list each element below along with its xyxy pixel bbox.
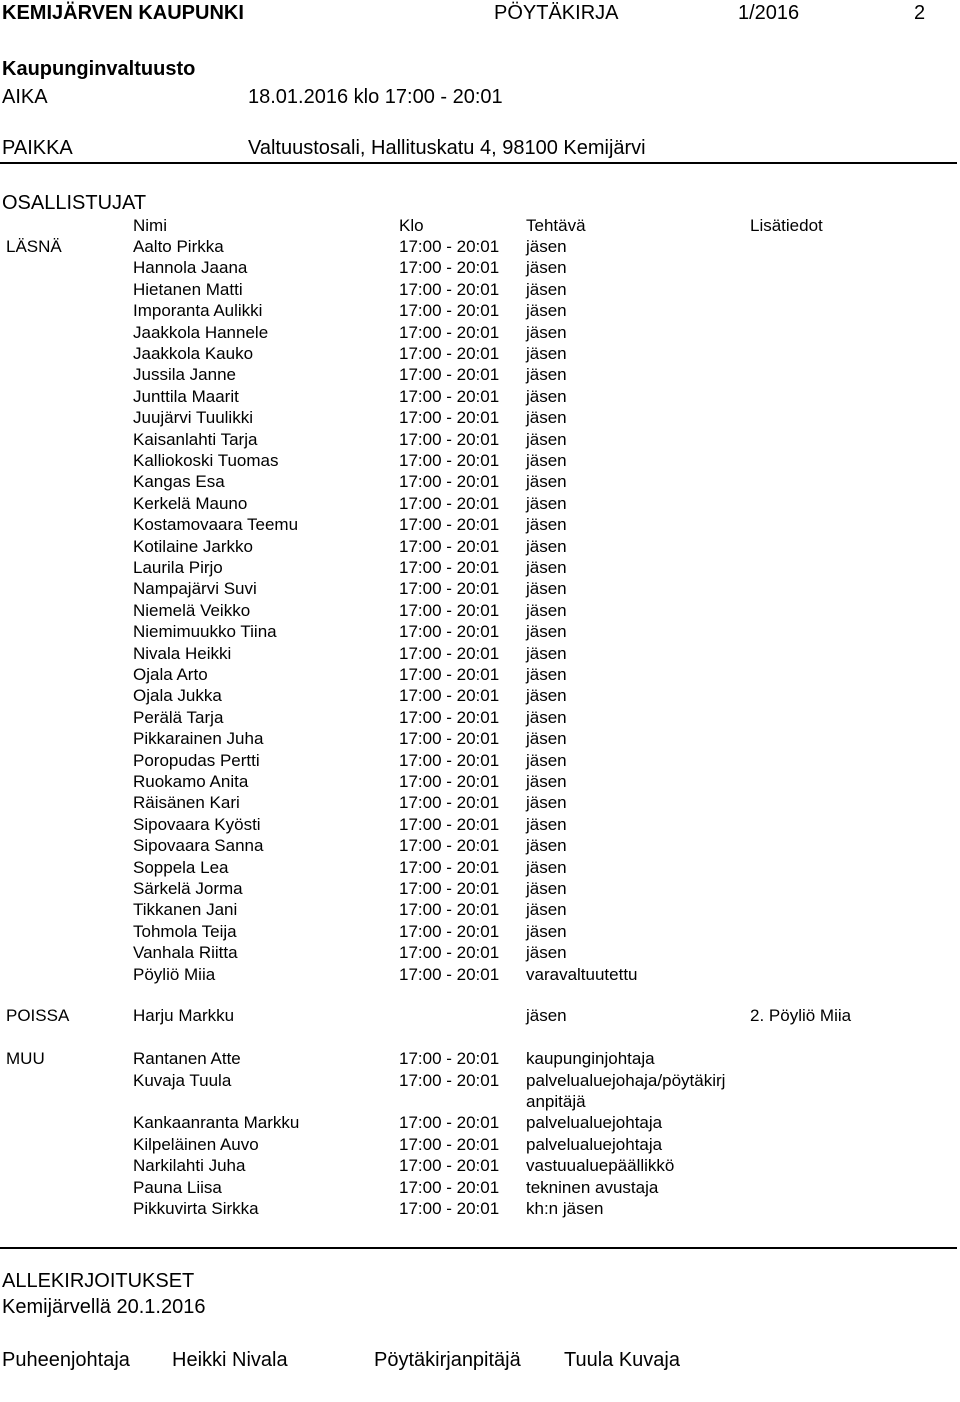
absent-info: 2. Pöyliö Miia	[750, 1006, 852, 1025]
participant-row	[0, 815, 960, 836]
participant-row	[0, 365, 960, 386]
participant-time: 17:00 - 20:01	[399, 921, 500, 941]
place-label: PAIKKA	[2, 137, 73, 159]
participant-role: jäsen	[526, 772, 567, 791]
participant-time: 17:00 - 20:01	[399, 472, 500, 492]
participant-row	[0, 387, 960, 408]
participant-time: 17:00 - 20:01	[399, 322, 500, 342]
participant-time: 17:00 - 20:01	[399, 750, 500, 770]
signatures-title: ALLEKIRJOITUKSET	[2, 1270, 195, 1292]
other-participant-role: palvelualuejohtaja	[526, 1113, 663, 1132]
organization-name: KEMIJÄRVEN KAUPUNKI	[2, 2, 244, 24]
participant-time: 17:00 - 20:01	[399, 622, 500, 642]
participant-name: Laurila Pirjo	[133, 558, 223, 577]
participant-name: Junttila Maarit	[133, 386, 239, 406]
participant-time: 17:00 - 20:01	[399, 515, 500, 535]
participants-title: OSALLISTUJAT	[2, 192, 147, 214]
participant-name: Jaakkola Kauko	[133, 344, 254, 363]
participant-row	[0, 858, 960, 879]
participant-role: jäsen	[526, 879, 567, 898]
participant-role: jäsen	[526, 600, 567, 620]
participant-role: jäsen	[526, 536, 567, 556]
participant-time: 17:00 - 20:01	[399, 493, 500, 513]
participant-row	[0, 900, 960, 921]
participant-name: Jussila Janne	[133, 365, 237, 385]
participant-name: Kangas Esa	[133, 472, 225, 492]
participant-row	[0, 965, 960, 986]
participant-row	[0, 408, 960, 429]
participant-role: jäsen	[526, 451, 567, 470]
absent-row	[0, 1006, 960, 1027]
participant-name: Hannola Jaana	[133, 258, 248, 278]
participant-role: jäsen	[526, 322, 567, 342]
participant-name: Kalliokoski Tuomas	[133, 451, 279, 470]
other-participant-role: palvelualuejohaja/pöytäkirj	[526, 1071, 726, 1090]
chair-label: Puheenjohtaja	[2, 1349, 130, 1371]
other-participant-row	[0, 1135, 960, 1156]
other-participant-time: 17:00 - 20:01	[399, 1135, 500, 1154]
participant-time: 17:00 - 20:01	[399, 344, 500, 363]
participant-name: Perälä Tarja	[133, 707, 224, 727]
participant-role: jäsen	[526, 857, 567, 877]
other-participant-role: vastuualuepäällikkö	[526, 1156, 675, 1175]
participant-role: jäsen	[526, 558, 567, 577]
participant-row	[0, 579, 960, 600]
participant-name: Tohmola Teija	[133, 921, 237, 941]
participant-row	[0, 258, 960, 279]
participant-name: Ojala Jukka	[133, 686, 222, 706]
participant-row	[0, 644, 960, 665]
document-number: 1/2016	[738, 2, 800, 24]
participant-time: 17:00 - 20:01	[399, 536, 500, 556]
participant-time: 17:00 - 20:01	[399, 772, 500, 791]
participant-role: jäsen	[526, 493, 567, 513]
participant-row	[0, 751, 960, 772]
participant-row	[0, 323, 960, 344]
chair-name: Heikki Nivala	[172, 1349, 288, 1371]
participant-time: 17:00 - 20:01	[399, 879, 500, 898]
participant-row	[0, 537, 960, 558]
participant-name: Kotilaine Jarkko	[133, 536, 254, 556]
participant-row	[0, 344, 960, 365]
participant-time: 17:00 - 20:01	[399, 814, 500, 834]
participant-role: jäsen	[526, 943, 567, 963]
other-participant-role-continued: anpitäjä	[526, 1092, 586, 1111]
participant-name: Kerkelä Mauno	[133, 493, 248, 513]
time-label: AIKA	[2, 86, 48, 108]
participant-role: jäsen	[526, 921, 567, 941]
participant-name: Sipovaara Kyösti	[133, 814, 261, 834]
participant-row	[0, 601, 960, 622]
time-value: 18.01.2016 klo 17:00 - 20:01	[248, 86, 503, 108]
participant-role: varavaltuutettu	[526, 964, 638, 984]
participant-role: jäsen	[526, 408, 567, 428]
participant-row	[0, 622, 960, 643]
absent-name: Harju Markku	[133, 1006, 235, 1025]
participant-time: 17:00 - 20:01	[399, 579, 500, 599]
participant-time: 17:00 - 20:01	[399, 836, 500, 856]
participant-row	[0, 729, 960, 750]
participant-role: jäsen	[526, 622, 567, 642]
section-divider	[0, 162, 957, 164]
participant-name: Imporanta Aulikki	[133, 301, 263, 321]
participant-name: Nivala Heikki	[133, 643, 232, 663]
column-headers	[0, 216, 960, 237]
participant-role: jäsen	[526, 579, 567, 599]
participant-row	[0, 922, 960, 943]
column-header-time: Klo	[399, 216, 424, 235]
participant-time: 17:00 - 20:01	[399, 365, 500, 385]
participant-time: 17:00 - 20:01	[399, 643, 500, 663]
participant-row	[0, 686, 960, 707]
participant-role: jäsen	[526, 665, 567, 684]
participant-role: jäsen	[526, 686, 567, 706]
other-participant-time: 17:00 - 20:01	[399, 1071, 500, 1090]
participant-name: Soppela Lea	[133, 857, 229, 877]
participant-name: Pikkarainen Juha	[133, 729, 264, 749]
other-participant-row	[0, 1156, 960, 1177]
participant-time: 17:00 - 20:01	[399, 429, 500, 449]
participant-name: Pöyliö Miia	[133, 964, 216, 984]
other-participant-name: Pikkuvirta Sirkka	[133, 1199, 259, 1218]
participant-time: 17:00 - 20:01	[399, 793, 500, 813]
participant-role: jäsen	[526, 707, 567, 727]
participant-name: Aalto Pirkka	[133, 237, 224, 256]
participant-time: 17:00 - 20:01	[399, 408, 500, 428]
participant-role: jäsen	[526, 429, 567, 449]
participant-time: 17:00 - 20:01	[399, 279, 500, 299]
other-label: MUU	[6, 1049, 45, 1068]
participant-name: Ojala Arto	[133, 665, 208, 684]
participant-role: jäsen	[526, 814, 567, 834]
participant-role: jäsen	[526, 643, 567, 663]
other-participant-row	[0, 1113, 960, 1134]
participant-row	[0, 793, 960, 814]
column-header-info: Lisätiedot	[750, 216, 823, 235]
participant-row	[0, 430, 960, 451]
participant-role: jäsen	[526, 515, 567, 535]
participant-row	[0, 280, 960, 301]
column-header-role: Tehtävä	[526, 216, 586, 235]
participant-row	[0, 301, 960, 322]
participant-row	[0, 665, 960, 686]
participant-role: jäsen	[526, 729, 567, 749]
participant-role: jäsen	[526, 301, 567, 321]
absent-label: POISSA	[6, 1006, 70, 1025]
document-type: PÖYTÄKIRJA	[494, 2, 619, 24]
participant-row	[0, 879, 960, 900]
other-participant-name: Rantanen Atte	[133, 1049, 241, 1068]
participant-name: Räisänen Kari	[133, 793, 240, 813]
participant-role: jäsen	[526, 237, 567, 256]
other-participant-time: 17:00 - 20:01	[399, 1156, 500, 1175]
participant-role: jäsen	[526, 258, 567, 278]
participant-role: jäsen	[526, 279, 567, 299]
participant-name: Sipovaara Sanna	[133, 836, 264, 856]
participant-time: 17:00 - 20:01	[399, 301, 500, 321]
signatures-place-date: Kemijärvellä 20.1.2016	[2, 1296, 206, 1318]
other-participant-name: Kilpeläinen Auvo	[133, 1135, 259, 1154]
participant-time: 17:00 - 20:01	[399, 857, 500, 877]
participant-row	[0, 772, 960, 793]
participant-row	[0, 943, 960, 964]
other-participant-time: 17:00 - 20:01	[399, 1178, 500, 1197]
participant-time: 17:00 - 20:01	[399, 386, 500, 406]
participant-row	[0, 515, 960, 536]
page-number: 2	[914, 2, 926, 24]
participant-row	[0, 472, 960, 493]
participant-name: Niemimuukko Tiina	[133, 622, 277, 642]
participant-name: Vanhala Riitta	[133, 943, 238, 963]
participant-role: jäsen	[526, 900, 567, 920]
other-participant-name: Narkilahti Juha	[133, 1156, 246, 1175]
participant-name: Ruokamo Anita	[133, 772, 249, 791]
participant-row	[0, 558, 960, 579]
other-participant-time: 17:00 - 20:01	[399, 1199, 500, 1218]
participant-time: 17:00 - 20:01	[399, 558, 500, 577]
participant-role: jäsen	[526, 386, 567, 406]
column-header-name: Nimi	[133, 216, 167, 235]
participant-time: 17:00 - 20:01	[399, 729, 500, 749]
other-participant-time: 17:00 - 20:01	[399, 1113, 500, 1132]
participant-role: jäsen	[526, 472, 567, 492]
other-participant-name: Pauna Liisa	[133, 1178, 222, 1197]
participant-role: jäsen	[526, 365, 567, 385]
section-divider	[0, 1247, 957, 1249]
other-participant-row	[0, 1049, 960, 1070]
absent-role: jäsen	[526, 1006, 567, 1025]
other-participant-role: palvelualuejohtaja	[526, 1135, 663, 1154]
participant-time: 17:00 - 20:01	[399, 943, 500, 963]
participant-name: Kaisanlahti Tarja	[133, 429, 258, 449]
participant-role: jäsen	[526, 750, 567, 770]
participant-name: Särkelä Jorma	[133, 879, 243, 898]
other-participant-role: kh:n jäsen	[526, 1199, 604, 1218]
participant-role: jäsen	[526, 793, 567, 813]
participant-name: Jaakkola Hannele	[133, 322, 269, 342]
participant-time: 17:00 - 20:01	[399, 451, 500, 470]
participant-name: Niemelä Veikko	[133, 600, 251, 620]
other-participant-row	[0, 1071, 960, 1111]
participant-time: 17:00 - 20:01	[399, 686, 500, 706]
participant-role: jäsen	[526, 344, 567, 363]
participant-name: Tikkanen Jani	[133, 900, 238, 920]
body-name: Kaupunginvaltuusto	[2, 58, 196, 80]
other-participant-name: Kankaanranta Markku	[133, 1113, 300, 1132]
participant-name: Poropudas Pertti	[133, 750, 260, 770]
other-participant-name: Kuvaja Tuula	[133, 1071, 232, 1090]
participant-name: Kostamovaara Teemu	[133, 515, 299, 535]
other-participant-row	[0, 1178, 960, 1199]
other-participant-role: tekninen avustaja	[526, 1178, 659, 1197]
participant-time: 17:00 - 20:01	[399, 600, 500, 620]
participant-name: Juujärvi Tuulikki	[133, 408, 253, 428]
other-participant-row	[0, 1199, 960, 1220]
participant-time: 17:00 - 20:01	[399, 900, 500, 920]
participant-row	[0, 494, 960, 515]
participant-row	[0, 451, 960, 472]
participant-row	[0, 708, 960, 729]
other-participant-role: kaupunginjohtaja	[526, 1049, 655, 1068]
participant-time: 17:00 - 20:01	[399, 707, 500, 727]
place-value: Valtuustosali, Hallituskatu 4, 98100 Kemijärvi	[248, 137, 646, 159]
participant-time: 17:00 - 20:01	[399, 665, 500, 684]
participant-time: 17:00 - 20:01	[399, 258, 500, 278]
participant-time: 17:00 - 20:01	[399, 964, 500, 984]
participant-time: 17:00 - 20:01	[399, 237, 500, 256]
other-participant-time: 17:00 - 20:01	[399, 1049, 500, 1068]
participant-name: Hietanen Matti	[133, 279, 243, 299]
present-label: LÄSNÄ	[6, 237, 62, 256]
participant-row	[0, 836, 960, 857]
secretary-label: Pöytäkirjanpitäjä	[374, 1349, 521, 1371]
participant-row	[0, 237, 960, 258]
participant-name: Nampajärvi Suvi	[133, 579, 257, 599]
secretary-name: Tuula Kuvaja	[564, 1349, 680, 1371]
participant-role: jäsen	[526, 836, 567, 856]
